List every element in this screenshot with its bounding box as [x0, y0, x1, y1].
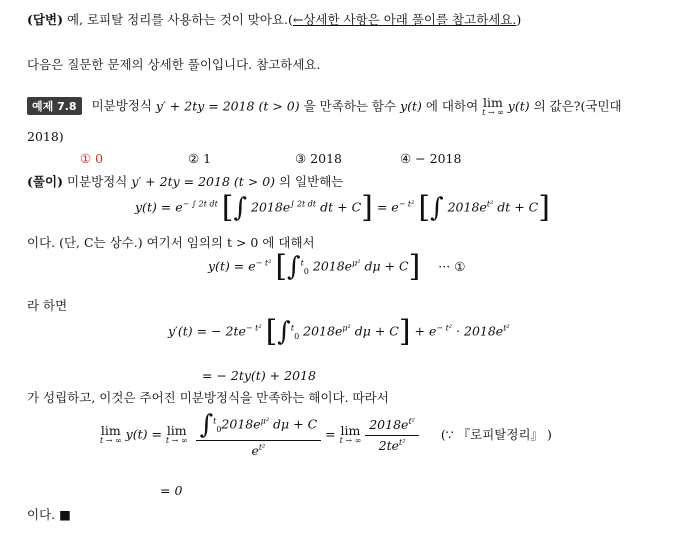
answer-text: 예, 로피탈 정리를 사용하는 것이 맞아요.(: [62, 12, 293, 27]
equation-3: y′(t) = − $2te^{- t^2}$ [∫$^t_0$ $2018e^{\mu^2}$ $d\mu + C] + e^{- t^2} \cdot 2018e^{t^2}$: [168, 314, 510, 349]
solution-label: (풀이): [27, 174, 63, 189]
choice-4: ④ − 2018: [400, 151, 462, 166]
solution-eq: y′ + 2ty = 2018 (t > 0): [131, 174, 276, 189]
example-text-end: 의 값은?(국민대: [529, 98, 622, 114]
example-limit: lim t → ∞: [482, 95, 504, 118]
equation-1: $y(t) = e^{- \int 2t dt}$ [∫ $2018e^{\int 2t dt}$ dt + $C] = e^{- t^2}$ [∫ $2018e^{t^2}$ dt + C]: [135, 190, 550, 225]
equation-4: = − 2ty(t) + 2018: [202, 368, 316, 383]
example-equation: y′ + 2ty = 2018 (t > 0): [155, 98, 300, 114]
choice-1: ① 0: [80, 151, 104, 166]
equation-tag: ··· ①: [438, 258, 466, 274]
answer-label: (답변): [27, 12, 63, 27]
answer-close: ): [516, 12, 522, 27]
solution-end: 이다. ■: [27, 507, 71, 522]
equation-2: $y(t) = e^{- t^2}$ [∫$^t_0$ $2018e^{\mu^2}$ dμ + C] ··· ①: [208, 249, 466, 284]
example-line: [27, 96, 622, 118]
lhopital-reason: (∵ 『로피탈정리』 ): [440, 426, 552, 442]
example-text-after: 에 대하여: [421, 98, 483, 114]
example-lim-expr: y(t): [503, 98, 530, 114]
answer-line: [27, 10, 521, 28]
answer-link[interactable]: ←상세한 사항은 아래 풀이를 참고하세요.: [292, 12, 517, 27]
solution-text-end: 의 일반해는: [275, 174, 344, 189]
solution-line: [27, 172, 343, 190]
equation-6: = 0: [160, 483, 183, 498]
choice-2: ② 1: [188, 151, 212, 166]
example-func: y(t): [400, 98, 422, 114]
equation-5: lim t → ∞ y(t) = lim t → ∞ $\frac{\int^t_02018e^{\mu^2} d\mu + C}{e^{t^2}}$ = lim t → ∞ $\frac{2018e^{t^2}}{2te^{t^2}}$ (∵ 『로피탈정리』 ): [100, 410, 552, 459]
example-badge: 예제 7.8: [27, 97, 82, 115]
solution-line-3: 라 하면: [27, 298, 68, 313]
example-source-year: 2018): [27, 129, 64, 144]
intro-text: 다음은 질문한 문제의 상세한 풀이입니다. 참고하세요.: [27, 57, 321, 72]
example-text-mid: 을 만족하는 함수: [299, 98, 401, 114]
solution-text: 미분방정식: [62, 174, 132, 189]
solution-line-2: 이다. (단, C는 상수.) 여기서 임의의 t > 0 에 대해서: [27, 235, 315, 250]
example-text-before: 미분방정식: [91, 98, 156, 114]
solution-line-4: 가 성립하고, 이것은 주어진 미분방정식을 만족하는 해이다. 따라서: [27, 390, 389, 405]
choice-3: ③ 2018: [295, 151, 342, 166]
